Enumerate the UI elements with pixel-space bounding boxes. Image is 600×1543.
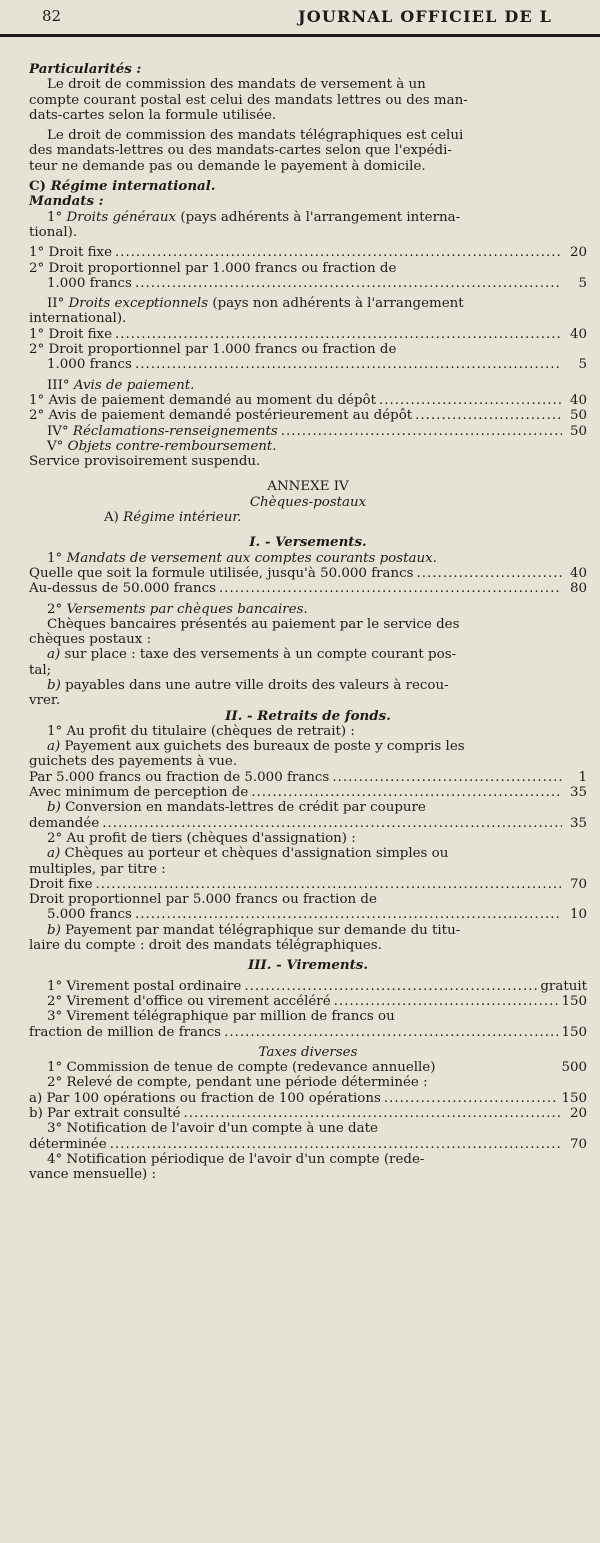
tariff-value: 10 (569, 907, 587, 923)
tariff-label: 1° Commission de tenue de compte (redevance annuelle) (47, 1060, 436, 1076)
tariff-row (29, 877, 587, 892)
particularites-heading: Particularités : (29, 62, 142, 77)
retraits-title: II. - Retraits de fonds. (225, 708, 391, 724)
paragraph-line: chèques postaux : (29, 632, 152, 648)
leader-dots (219, 581, 562, 596)
tariff-value: 70 (569, 1136, 587, 1152)
item-text: payables dans une autre ville droits des valeurs à recou- (65, 677, 449, 693)
tariff-value: 35 (569, 785, 587, 801)
mandats-versement-heading (29, 551, 587, 566)
paragraph-line: des mandats-lettres ou des mandats-cartes selon que l'expédi- (29, 143, 452, 159)
tariff-value: 50 (569, 408, 587, 424)
tariff-label (47, 424, 278, 439)
tariff-row (29, 1060, 587, 1075)
tariff-row (29, 357, 587, 372)
leader-dots (334, 994, 559, 1009)
journal-title: JOURNAL OFFICIEL DE L (298, 7, 553, 26)
leader-dots (417, 566, 562, 581)
paragraph-line (29, 800, 587, 815)
tariff-value: 50 (569, 423, 587, 439)
section-text-cont: tional). (29, 224, 78, 240)
leader-dots (135, 907, 562, 922)
tariff-label: 1° Virement postal ordinaire (47, 978, 242, 994)
versements-title: I. - Versements. (249, 535, 367, 551)
paragraph-line: vance mensuelle) : (29, 1167, 157, 1183)
tariff-row (29, 327, 587, 342)
taxes-diverses-title: Taxes diverses (258, 1044, 358, 1060)
item-letter: b) (47, 677, 61, 693)
droits-generaux-heading (29, 210, 587, 225)
section-title: Droits exceptionnels (68, 296, 209, 312)
tariff-label: 5.000 francs (47, 907, 132, 923)
tariff-value: 20 (569, 1106, 587, 1121)
regime-title: Régime intérieur. (123, 510, 242, 526)
item-text: Payement aux guichets des bureaux de poste y compris les (64, 739, 465, 755)
tariff-label: déterminée (29, 1136, 107, 1152)
tariff-label: 1° Droit fixe (29, 326, 112, 342)
page-number: 82 (42, 7, 62, 25)
objets-heading (29, 439, 587, 454)
tariff-value: 40 (569, 326, 587, 342)
paragraph-line: compte courant postal est celui des mandats lettres ou des man- (29, 92, 468, 108)
tariff-row (29, 276, 587, 291)
leader-dots (110, 1137, 562, 1152)
item-letter: a) (47, 647, 61, 663)
tariff-label: Avec minimum de perception de (29, 785, 249, 801)
section-number: 1° (47, 209, 63, 225)
tariff-label: 1.000 francs (47, 357, 132, 373)
leader-dots (379, 393, 562, 408)
regime-title: Régime international. (50, 179, 216, 195)
regime-interieur-heading (29, 510, 587, 525)
avis-paiement-heading (29, 378, 587, 393)
tariff-value: 150 (561, 1090, 587, 1106)
paragraph-line: teur ne demande pas ou demande le payement à domicile. (29, 158, 426, 174)
annexe-title: ANNEXE IV (267, 479, 349, 495)
versements-cheques-heading (29, 602, 587, 617)
leader-dots (281, 424, 562, 439)
tariff-label: demandée (29, 815, 100, 831)
tariff-row (29, 770, 587, 785)
paragraph-line: 4° Notification périodique de l'avoir d'un compte (rede- (47, 1151, 425, 1167)
tariff-row (29, 245, 587, 260)
regime-international-heading (29, 179, 587, 194)
item-letter: a) (47, 739, 61, 755)
tariff-row (29, 816, 587, 831)
leader-dots (115, 327, 562, 342)
tariff-label: 2° Droit proportionnel par 1.000 francs ou fraction de (29, 260, 397, 276)
tariff-label: Quelle que soit la formule utilisée, jusqu'à 50.000 francs (29, 565, 414, 581)
leader-dots (384, 1091, 559, 1106)
item-letter: a) (47, 846, 61, 862)
tariff-row (29, 907, 587, 922)
tariff-label: Par 5.000 francs ou fraction de 5.000 francs (29, 769, 330, 785)
section-title: Versements par chèques bancaires. (66, 601, 308, 617)
item-text: Conversion en mandats-lettres de crédit par coupure (65, 800, 426, 816)
section-title: Réclamations-renseignements (72, 423, 278, 439)
tariff-value: 1 (578, 769, 587, 785)
item-text: sur place : taxe des versements à un compte courant pos- (64, 647, 457, 663)
section-title: Objets contre-remboursement. (67, 438, 277, 454)
paragraph-line (29, 647, 587, 662)
tariff-value: 5 (578, 275, 587, 291)
tariff-value: 150 (561, 993, 587, 1009)
paragraph-line: laire du compte : droit des mandats télégraphiques. (29, 938, 382, 954)
tariff-label: Au-dessus de 50.000 francs (29, 581, 217, 597)
tariff-value: 70 (569, 876, 587, 892)
section-number: II° (47, 296, 65, 312)
paragraph-line: 2° Au profit de tiers (chèques d'assignation) : (47, 830, 356, 846)
tariff-label: 1° Droit fixe (29, 245, 112, 261)
section-number: 2° (47, 601, 63, 617)
item-letter: b) (47, 800, 61, 816)
tariff-label: Droit proportionnel par 5.000 francs ou fraction de (29, 892, 377, 908)
tariff-label: 1.000 francs (47, 275, 132, 291)
paragraph-line (29, 678, 587, 693)
mandats-heading: Mandats : (29, 194, 104, 210)
tariff-row (29, 994, 587, 1009)
section-title: Droits généraux (66, 209, 177, 225)
regime-letter: A) (104, 510, 119, 526)
section-text: (pays non adhérents à l'arrangement (212, 296, 464, 312)
tariff-value: 40 (569, 565, 587, 581)
tariff-value: 80 (569, 581, 587, 597)
tariff-label: 2° Droit proportionnel par 1.000 francs ou fraction de (29, 342, 397, 358)
section-number: III° (47, 377, 70, 393)
tariff-value: 40 (569, 392, 587, 408)
paragraph-line: Le droit de commission des mandats de versement à un (47, 77, 426, 93)
section-number: 1° (47, 550, 63, 566)
leader-dots (332, 770, 562, 785)
tariff-value: 35 (569, 815, 587, 831)
tariff-row (29, 979, 587, 994)
tariff-row (29, 1025, 587, 1040)
paragraph-line: dats-cartes selon la formule utilisée. (29, 107, 277, 123)
paragraph-line: Chèques bancaires présentés au paiement par le service des (47, 616, 460, 632)
tariff-value: 500 (561, 1060, 587, 1076)
item-text: Payement par mandat télégraphique sur demande du titu- (65, 922, 461, 938)
leader-dots (96, 877, 562, 892)
tariff-label: 3° Virement télégraphique par million de francs ou (47, 1009, 395, 1025)
service-note: Service provisoirement suspendu. (29, 454, 261, 470)
tariff-label: a) Par 100 opérations ou fraction de 100 opérations (29, 1090, 381, 1106)
tariff-row (29, 1106, 587, 1121)
paragraph-line: Le droit de commission des mandats télégraphiques est celui (47, 128, 464, 144)
tariff-row (29, 1091, 587, 1106)
section-text: (pays adhérents à l'arrangement interna- (180, 209, 461, 225)
regime-letter: C) (29, 179, 46, 195)
tariff-row (29, 566, 587, 581)
paragraph-line: vrer. (29, 693, 61, 709)
leader-dots (102, 816, 562, 831)
tariff-label: Droit fixe (29, 876, 93, 892)
tariff-value: 20 (569, 245, 587, 261)
tariff-value: 5 (578, 357, 587, 373)
virements-title: III. - Virements. (248, 958, 368, 974)
paragraph-line: 1° Au profit du titulaire (chèques de retrait) : (47, 723, 355, 739)
tariff-label: 1° Avis de paiement demandé au moment du dépôt (29, 392, 376, 408)
tariff-label: 3° Notification de l'avoir d'un compte à une date (47, 1121, 378, 1137)
droits-exceptionnels-heading (29, 296, 587, 311)
tariff-label: 2° Virement d'office ou virement accéléré (47, 993, 331, 1009)
item-letter: b) (47, 922, 61, 938)
paragraph-line (29, 739, 587, 754)
tariff-row (29, 1137, 587, 1152)
section-number: V° (47, 438, 64, 454)
page-header (0, 0, 600, 37)
paragraph-line: 2° Relevé de compte, pendant une période déterminée : (47, 1075, 428, 1091)
section-text-cont: international). (29, 311, 127, 327)
tariff-value: 150 (561, 1024, 587, 1040)
leader-dots (135, 357, 562, 372)
leader-dots (184, 1106, 562, 1121)
tariff-row (29, 581, 587, 596)
paragraph-line (29, 846, 587, 861)
leader-dots (115, 245, 562, 260)
page-content (29, 62, 587, 1182)
paragraph-line: tal; (29, 662, 52, 678)
tariff-value: gratuit (540, 978, 587, 994)
leader-dots (251, 785, 562, 800)
section-number: IV° (47, 423, 69, 439)
tariff-label: b) Par extrait consulté (29, 1106, 181, 1121)
paragraph-line: guichets des payements à vue. (29, 754, 238, 770)
leader-dots (415, 408, 562, 423)
tariff-row (29, 408, 587, 423)
annexe-subtitle: Chèques-postaux (249, 494, 367, 510)
leader-dots (224, 1025, 558, 1040)
tariff-row (29, 424, 587, 439)
leader-dots (135, 276, 562, 291)
item-text: Chèques au porteur et chèques d'assignation simples ou (64, 846, 449, 862)
tariff-row (29, 785, 587, 800)
section-title: Avis de paiement. (73, 377, 195, 393)
section-title: Mandats de versement aux comptes courants postaux. (66, 550, 437, 566)
tariff-row (29, 393, 587, 408)
paragraph-line: multiples, par titre : (29, 861, 166, 877)
leader-dots (244, 979, 537, 994)
tariff-label: 2° Avis de paiement demandé postérieurement au dépôt (29, 408, 413, 424)
tariff-label: fraction de million de francs (29, 1024, 222, 1040)
paragraph-line (29, 923, 587, 938)
